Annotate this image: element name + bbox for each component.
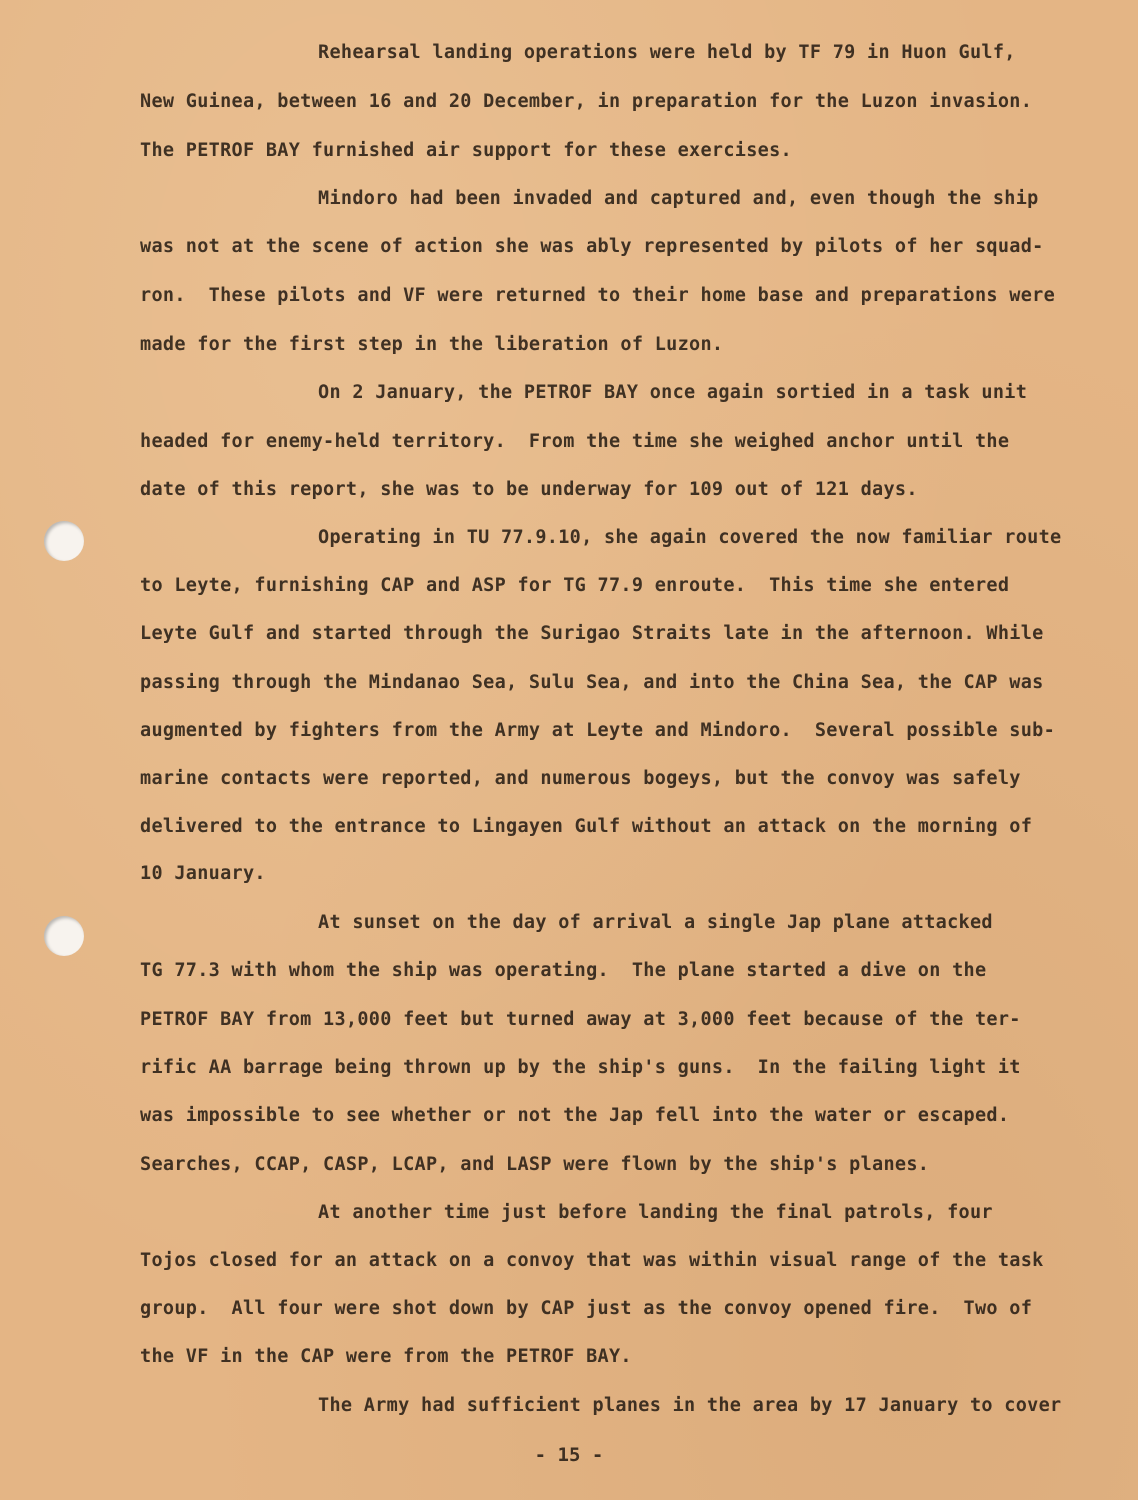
binder-hole-upper (44, 521, 84, 561)
text-line: The PETROF BAY furnished air support for these exercises. (140, 140, 792, 161)
text-line: Tojos closed for an attack on a convoy that was within visual range of the task (140, 1250, 1044, 1271)
text-line: 10 January. (140, 863, 266, 884)
text-line: delivered to the entrance to Lingayen Gulf without an attack on the morning of (140, 816, 1033, 837)
text-line: headed for enemy-held territory. From the time she weighed anchor until the (140, 431, 1010, 452)
text-line: Rehearsal landing operations were held by TF 79 in Huon Gulf, (318, 42, 1016, 63)
text-line: was not at the scene of action she was ably represented by pilots of her squad- (140, 236, 1044, 257)
text-line: to Leyte, furnishing CAP and ASP for TG 77.9 enroute. This time she entered (140, 575, 1010, 596)
text-line: Searches, CCAP, CASP, LCAP, and LASP were flown by the ship's planes. (140, 1154, 930, 1175)
binder-hole-lower (44, 916, 84, 956)
text-line: At sunset on the day of arrival a single Jap plane attacked (318, 912, 993, 933)
text-line: TG 77.3 with whom the ship was operating. The plane started a dive on the (140, 960, 987, 981)
text-line: New Guinea, between 16 and 20 December, in preparation for the Luzon invasion. (140, 91, 1033, 112)
text-line: The Army had sufficient planes in the area by 17 January to cover (318, 1395, 1062, 1416)
text-line: was impossible to see whether or not the Jap fell into the water or escaped. (140, 1105, 1010, 1126)
text-line: At another time just before landing the final patrols, four (318, 1202, 993, 1223)
text-line: the VF in the CAP were from the PETROF BAY. (140, 1346, 632, 1367)
text-line: Leyte Gulf and started through the Surigao Straits late in the afternoon. While (140, 623, 1044, 644)
text-line: marine contacts were reported, and numerous bogeys, but the convoy was safely (140, 768, 1021, 789)
text-line: Mindoro had been invaded and captured and, even though the ship (318, 188, 1039, 209)
text-line: made for the first step in the liberation of Luzon. (140, 334, 724, 355)
text-line: ron. These pilots and VF were returned to their home base and preparations were (140, 285, 1056, 306)
text-line: rific AA barrage being thrown up by the ship's guns. In the failing light it (140, 1057, 1021, 1078)
text-line: date of this report, she was to be underway for 109 out of 121 days. (140, 479, 918, 500)
text-line: Operating in TU 77.9.10, she again covered the now familiar route (318, 527, 1062, 548)
page-number: - 15 - (534, 1444, 604, 1466)
text-line: On 2 January, the PETROF BAY once again sortied in a task unit (318, 382, 1028, 403)
text-line: passing through the Mindanao Sea, Sulu Sea, and into the China Sea, the CAP was (140, 672, 1044, 693)
text-line: PETROF BAY from 13,000 feet but turned away at 3,000 feet because of the ter- (140, 1009, 1021, 1030)
text-line: augmented by fighters from the Army at Leyte and Mindoro. Several possible sub- (140, 720, 1056, 741)
text-line: group. All four were shot down by CAP just as the convoy opened fire. Two of (140, 1298, 1033, 1319)
